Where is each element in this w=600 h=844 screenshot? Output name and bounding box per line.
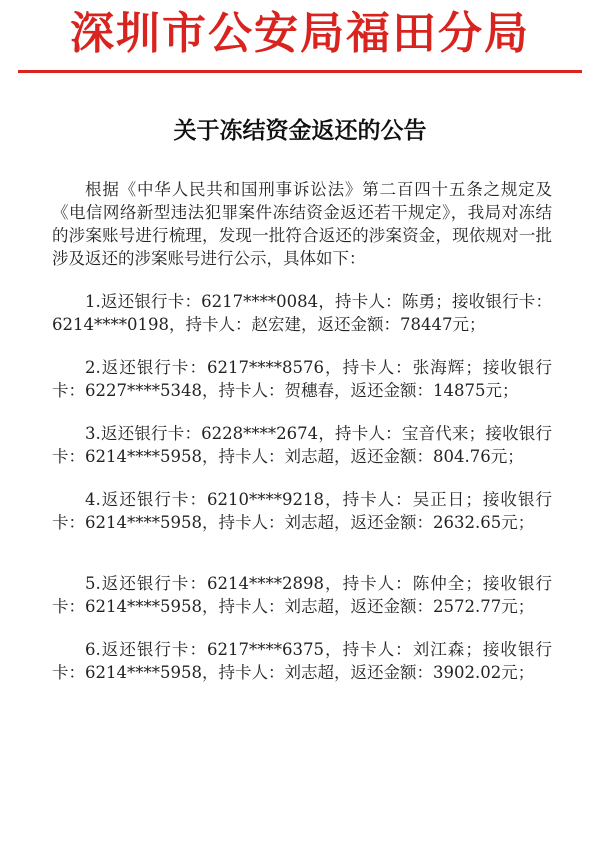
list-item: 6.返还银行卡：6217****6375，持卡人：刘江森；接收银行卡：6214****5958，持卡人：刘志超，返还金额：3902.02元； bbox=[52, 640, 552, 682]
letterhead bbox=[0, 0, 600, 78]
list-item: 4.返还银行卡：6210****9218，持卡人：吴正日；接收银行卡：6214****5958，持卡人：刘志超，返还金额：2632.65元； bbox=[52, 490, 552, 532]
list-item: 1.返还银行卡：6217****0084，持卡人：陈勇；接收银行卡：6214****0198，持卡人：赵宏建，返还金额：78447元； bbox=[52, 292, 552, 334]
notice-title: 关于冻结资金返还的公告 bbox=[173, 118, 427, 144]
list-item: 2.返还银行卡：6217****8576，持卡人：张海辉；接收银行卡：6227****5348，持卡人：贺穗春，返还金额：14875元； bbox=[52, 358, 552, 400]
notice-body bbox=[52, 178, 552, 704]
issuing-agency: 深圳市公安局福田分局 bbox=[70, 8, 530, 59]
list-item: 3.返还银行卡：6228****2674，持卡人：宝音代来；接收银行卡：6214****5958，持卡人：刘志超，返还金额：804.76元； bbox=[52, 424, 552, 466]
list-item: 5.返还银行卡：6214****2898，持卡人：陈仲全；接收银行卡：6214****5958，持卡人：刘志超，返还金额：2572.77元； bbox=[52, 574, 552, 616]
letterhead-red-rule bbox=[18, 70, 582, 73]
intro-paragraph: 根据《中华人民共和国刑事诉讼法》第二百四十五条之规定及《电信网络新型违法犯罪案件冻结资金返还若干规定》，我局对冻结的涉案账号进行梳理，发现一批符合返还的涉案资金，现依规对一批涉及返还的涉案账号进行公示，具体如下： bbox=[52, 180, 552, 268]
